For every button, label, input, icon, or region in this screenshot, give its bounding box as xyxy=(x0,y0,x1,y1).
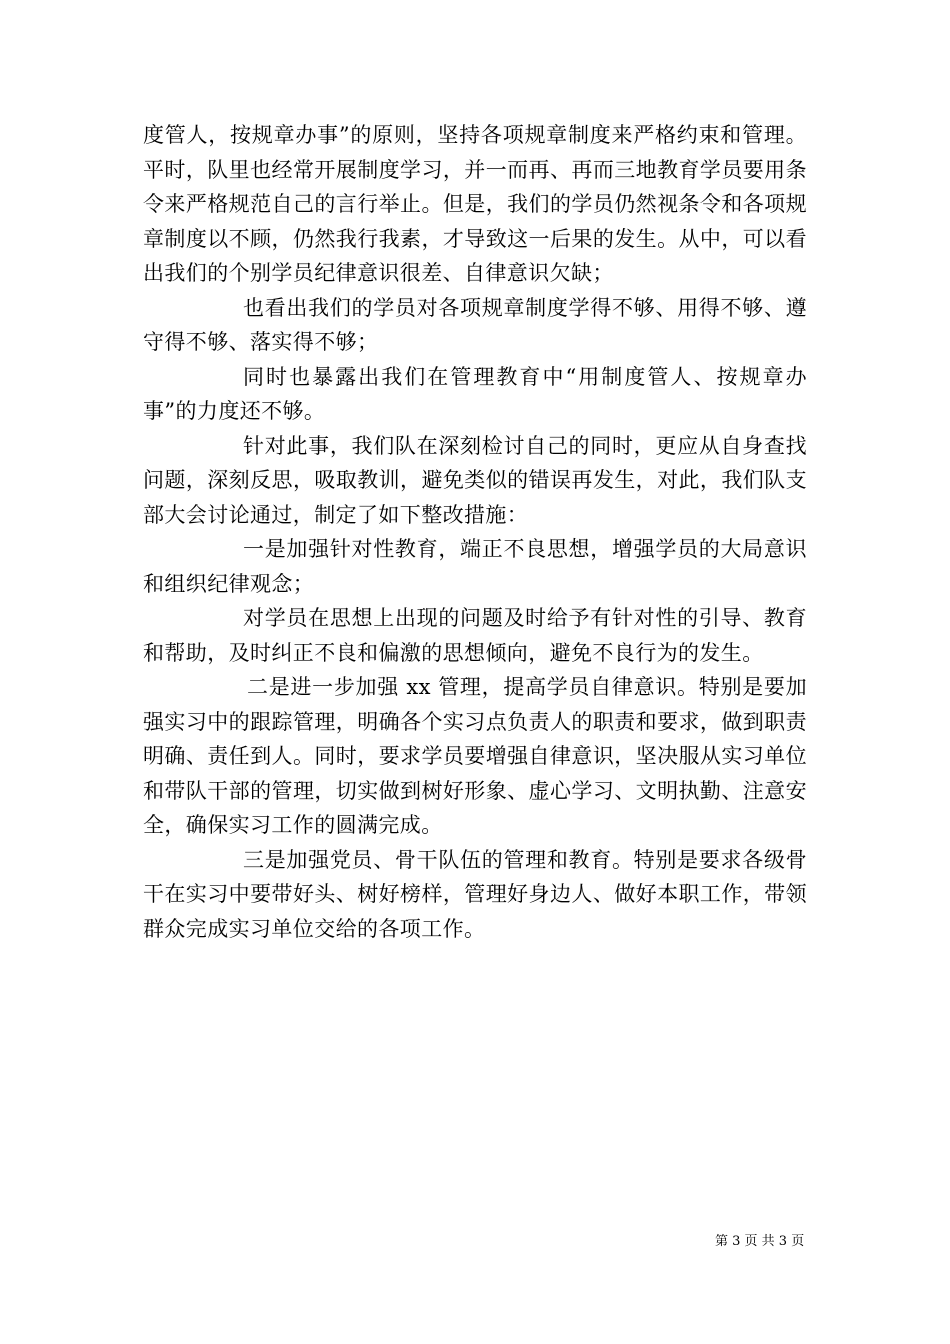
document-body xyxy=(143,118,807,946)
paragraph-study-shortfall: 也看出我们的学员对各项规章制度学得不够、用得不够、遵守得不够、落实得不够； xyxy=(143,295,807,354)
paragraph-rectification-intro: 针对此事，我们队在深刻检讨自己的同时，更应从自身查找问题，深刻反思，吸取教训，避免类似的错误再发生，对此，我们队支部大会讨论通过，制定了如下整改措施： xyxy=(143,433,807,527)
page-number-footer: 第 3 页 共 3 页 xyxy=(715,1234,805,1249)
paragraph-measure-one: 一是加强针对性教育，端正不良思想，增强学员的大局意识和组织纪律观念； xyxy=(143,537,807,596)
paragraph-measure-one-detail: 对学员在思想上出现的问题及时给予有针对性的引导、教育和帮助，及时纠正不良和偏激的思想倾向，避免不良行为的发生。 xyxy=(143,606,807,665)
paragraph-measure-three: 三是加强党员、骨干队伍的管理和教育。特别是要求各级骨干在实习中要带好头、树好榜样，管理好身边人、做好本职工作，带领群众完成实习单位交给的各项工作。 xyxy=(143,847,807,941)
paragraph-continuation: 度管人，按规章办事”的原则，坚持各项规章制度来严格约束和管理。平时，队里也经常开展制度学习，并一而再、再而三地教育学员要用条令来严格规范自己的言行举止。但是，我们的学员仍然视条令和各项规章制度以不顾，仍然我行我素，才导致这一后果的发生。从中，可以看出我们的个别学员纪律意识很差、自律意识欠缺； xyxy=(143,123,807,285)
paragraph-management-gap: 同时也暴露出我们在管理教育中“用制度管人、按规章办事”的力度还不够。 xyxy=(143,364,807,423)
paragraph-measure-two: 二是进一步加强 xx 管理，提高学员自律意识。特别是要加强实习中的跟踪管理，明确各个实习点负责人的职责和要求，做到职责明确、责任到人。同时，要求学员要增强自律意识，坚决服从实习单位和带队干部的管理，切实做到树好形象、虚心学习、文明执勤、注意安全，确保实习工作的圆满完成。 xyxy=(143,675,807,837)
